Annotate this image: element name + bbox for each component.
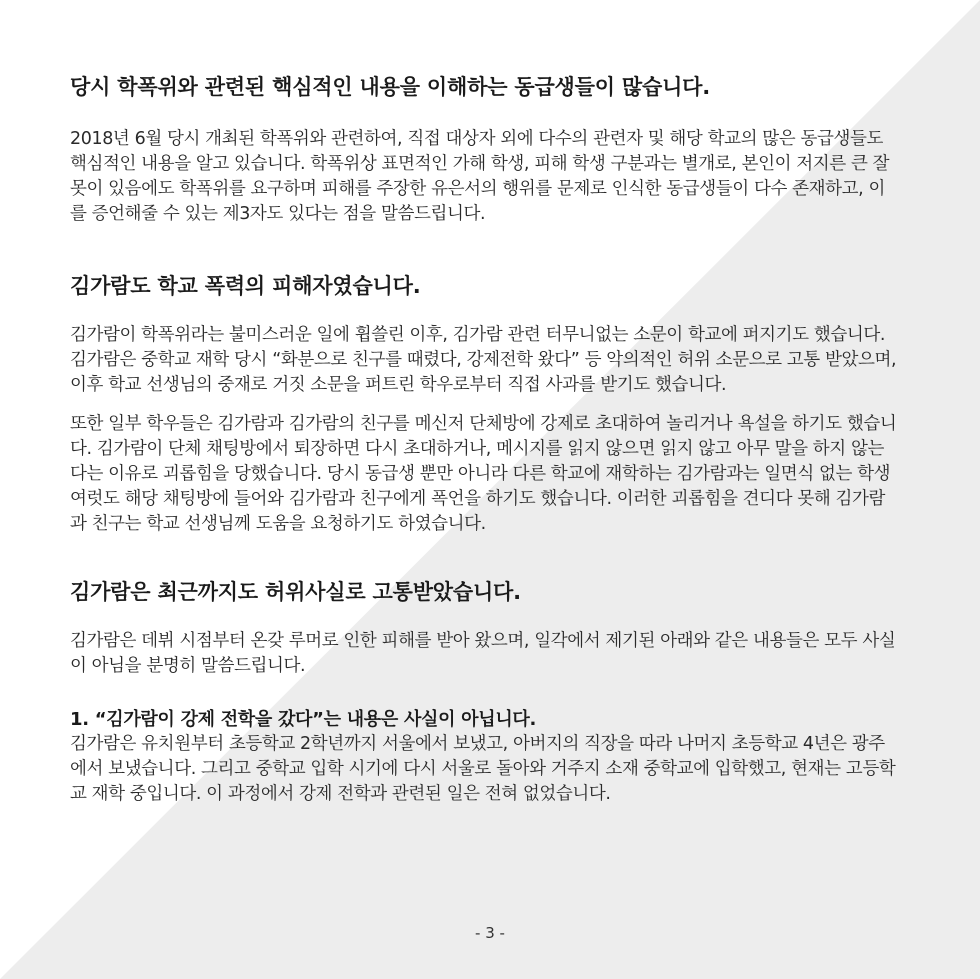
document-body (70, 66, 900, 807)
paragraph-transfer: 김가람은 유치원부터 초등학교 2학년까지 서울에서 보냈고, 아버지의 직장을 따라 나머지 초등학교 4년은 광주에서 보냈습니다. 그리고 중학교 입학 시기에 다시 서울로 돌아와 거주지 소재 중학교에 입학했고, 현재는 고등학교 재학 중입니다. 이 과정에서 강제 전학과 관련된 일은 전혀 없었습니다. (70, 734, 896, 804)
subsection-heading-transfer: 1. “김가람이 강제 전학을 갔다”는 내용은 사실이 아닙니다. (70, 709, 537, 730)
section-heading-victim: 김가람도 학교 폭력의 피해자였습니다. (70, 274, 421, 298)
paragraph-group-chat: 또한 일부 학우들은 김가람과 김가람의 친구를 메신저 단체방에 강제로 초대하여 놀리거나 욕설을 하기도 했습니다. 김가람이 단체 채팅방에서 퇴장하면 다시 초대하거나, 메시지를 읽지 않으면 읽지 않고 아무 말을 하지 않는다는 이유로 괴롭힘을 당했습니다. 당시 동급생 뿐만 아니라 다른 학교에 재학하는 김가람과는 일면식 없는 학생 여럿도 해당 채팅방에 들어와 김가람과 친구에게 폭언을 하기도 했습니다. 이러한 괴롭힘을 견디다 못해 김가람과 친구는 학교 선생님께 도움을 요청하기도 하였습니다. (70, 414, 897, 534)
paragraph-rumors-since-debut: 김가람은 데뷔 시점부터 온갖 루머로 인한 피해를 받아 왔으며, 일각에서 제기된 아래와 같은 내용들은 모두 사실이 아님을 분명히 말씀드립니다. (70, 631, 896, 676)
section-heading-classmates: 당시 학폭위와 관련된 핵심적인 내용을 이해하는 동급생들이 많습니다. (70, 75, 711, 99)
page-number: - 3 - (475, 924, 505, 942)
section-heading-false-facts: 김가람은 최근까지도 허위사실로 고통받았습니다. (70, 580, 521, 604)
paragraph-classmates: 2018년 6월 당시 개최된 학폭위와 관련하여, 직접 대상자 외에 다수의 관련자 및 해당 학교의 많은 동급생들도 핵심적인 내용을 알고 있습니다. 학폭위상 표면적인 가해 학생, 피해 학생 구분과는 별개로, 본인이 저지른 큰 잘못이 있음에도 학폭위를 요구하며 피해를 주장한 유은서의 행위를 문제로 인식한 동급생들이 다수 존재하고, 이를 증언해줄 수 있는 제3자도 있다는 점을 말씀드립니다. (70, 129, 890, 224)
paragraph-rumors: 김가람이 학폭위라는 불미스러운 일에 휩쓸린 이후, 김가람 관련 터무니없는 소문이 학교에 퍼지기도 했습니다. 김가람은 중학교 재학 당시 “화분으로 친구를 때렸다, 강제전학 왔다” 등 악의적인 허위 소문으로 고통 받았으며, 이후 학교 선생님의 중재로 거짓 소문을 퍼트린 학우로부터 직접 사과를 받기도 했습니다. (70, 325, 897, 395)
